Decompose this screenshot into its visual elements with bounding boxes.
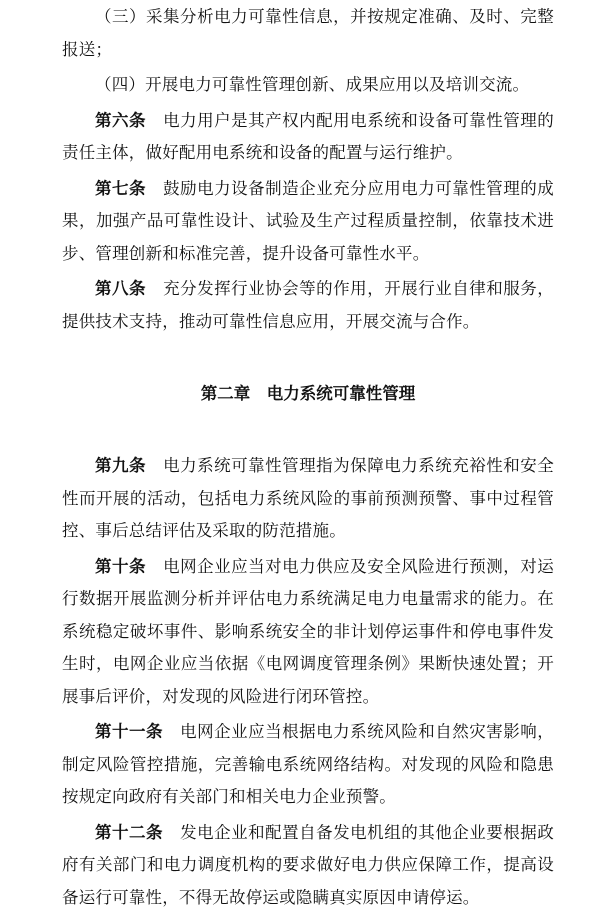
article-number: 第六条 bbox=[95, 111, 146, 130]
paragraph-text: 电网企业应当根据电力系统风险和自然灾害影响，制定风险管控措施，完善输电系统网络结构。对发现的风险和隐患按规定向政府有关部门和相关电力企业预警。 bbox=[62, 722, 554, 806]
article-8 bbox=[62, 273, 554, 338]
chapter-title: 第二章 电力系统可靠性管理 bbox=[62, 378, 554, 410]
clause-4 bbox=[62, 69, 554, 102]
article-7 bbox=[62, 173, 554, 271]
document-page bbox=[62, 0, 554, 914]
paragraph-text: 电力系统可靠性管理指为保障电力系统充裕性和安全性而开展的活动，包括电力系统风险的事前预测预警、事中过程管控、事后总结评估及采取的防范措施。 bbox=[62, 456, 554, 540]
paragraph-text: 电网企业应当对电力供应及安全风险进行预测，对运行数据开展监测分析并评估电力系统满足电力电量需求的能力。在系统稳定破坏事件、影响系统安全的非计划停运事件和停电事件发生时，电网企业应当依据《电网调度管理条例》果断快速处置；开展事后评价，对发现的风险进行闭环管控。 bbox=[62, 557, 554, 706]
article-number: 第八条 bbox=[95, 279, 146, 298]
paragraph-text: （四）开展电力可靠性管理创新、成果应用以及培训交流。 bbox=[95, 75, 529, 94]
article-12 bbox=[62, 817, 554, 914]
article-number: 第十一条 bbox=[95, 722, 163, 741]
article-9 bbox=[62, 450, 554, 548]
article-6 bbox=[62, 105, 554, 170]
article-number: 第七条 bbox=[95, 179, 146, 198]
article-11 bbox=[62, 716, 554, 814]
paragraph-text: 电力用户是其产权内配用电系统和设备可靠性管理的责任主体，做好配用电系统和设备的配置与运行维护。 bbox=[62, 111, 554, 163]
paragraph-text: （三）采集分析电力可靠性信息，并按规定准确、及时、完整报送； bbox=[62, 7, 554, 59]
article-number: 第九条 bbox=[95, 456, 146, 475]
article-10 bbox=[62, 551, 554, 714]
paragraph-text: 充分发挥行业协会等的作用，开展行业自律和服务，提供技术支持，推动可靠性信息应用，开展交流与合作。 bbox=[62, 279, 554, 331]
article-number: 第十二条 bbox=[95, 823, 163, 842]
paragraph-text: 鼓励电力设备制造企业充分应用电力可靠性管理的成果，加强产品可靠性设计、试验及生产过程质量控制，依靠技术进步、管理创新和标准完善，提升设备可靠性水平。 bbox=[62, 179, 554, 263]
paragraph-text: 发电企业和配置自备发电机组的其他企业要根据政府有关部门和电力调度机构的要求做好电力供应保障工作，提高设备运行可靠性，不得无故停运或隐瞒真实原因申请停运。 bbox=[62, 823, 554, 907]
clause-3 bbox=[62, 1, 554, 66]
article-number: 第十条 bbox=[95, 557, 146, 576]
